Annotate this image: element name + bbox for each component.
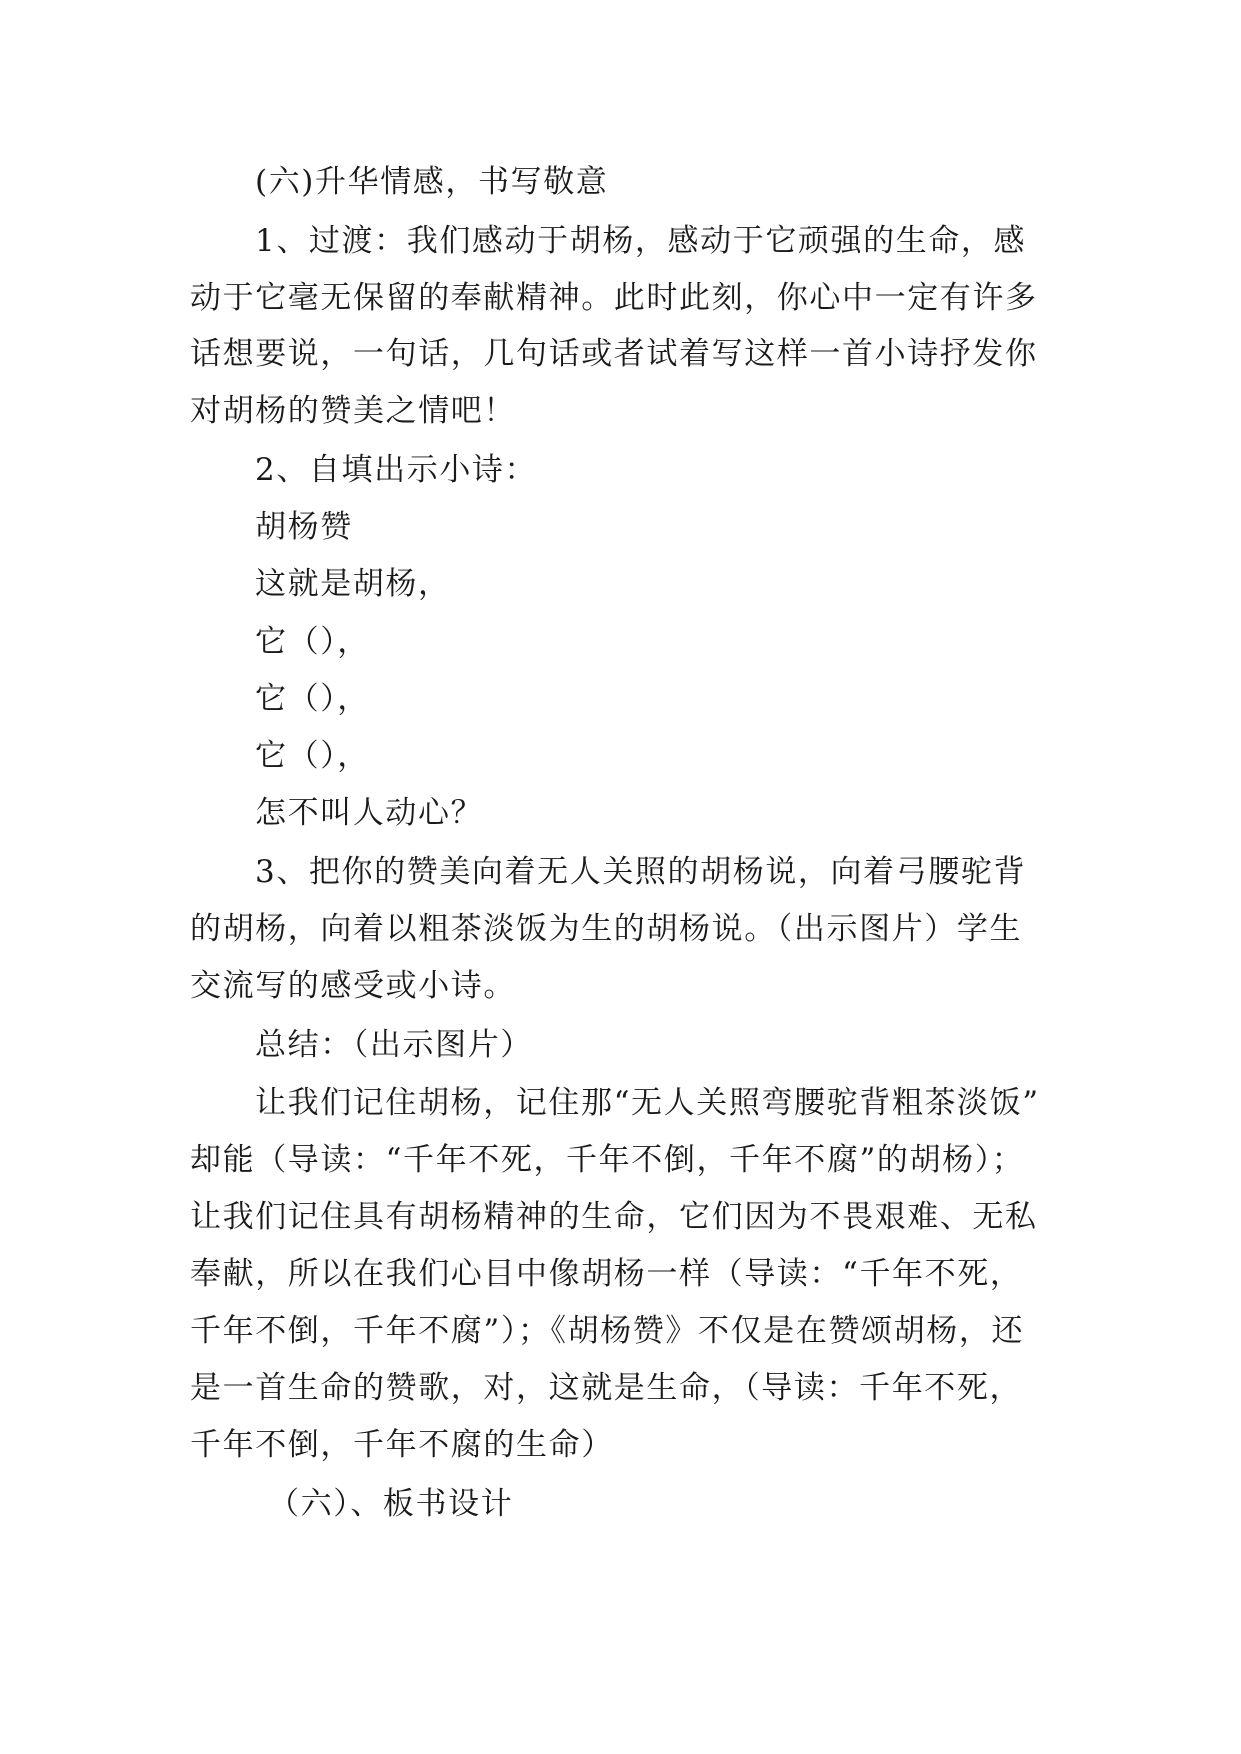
summary-line-5: 千年不倒，千年不腐”）；《胡杨赞》不仅是在赞颂胡杨，还 xyxy=(190,1313,1025,1349)
paragraph-2: 2、自填出示小诗： xyxy=(255,452,538,488)
board-design-heading: （六）、板书设计 xyxy=(268,1486,514,1522)
paragraph-1-line-2: 动于它毫无保留的奉献精神。此时此刻，你心中一定有许多 xyxy=(190,280,1038,316)
section-heading: (六)升华情感，书写敬意 xyxy=(255,164,609,200)
summary-line-2: 却能（导读：“千年不死，千年不倒，千年不腐”的胡杨）； xyxy=(190,1142,1025,1178)
paragraph-3-line-1: 3、把你的赞美向着无人关照的胡杨说，向着弓腰驼背 xyxy=(255,854,1027,890)
poem-line-1: 这就是胡杨， xyxy=(255,566,451,602)
poem-line-2: 它（）， xyxy=(255,624,370,660)
summary-line-4: 奉献，所以在我们心目中像胡杨一样（导读：“千年不死， xyxy=(190,1256,1023,1292)
paragraph-1-line-3: 话想要说，一句话，几句话或者试着写这样一首小诗抒发你 xyxy=(190,336,1038,372)
summary-label: 总结：（出示图片） xyxy=(255,1027,533,1063)
summary-line-7: 千年不倒，千年不腐的生命） xyxy=(190,1427,614,1463)
poem-line-4: 它（）， xyxy=(255,738,370,774)
poem-line-3: 它（）， xyxy=(255,681,370,717)
poem-title: 胡杨赞 xyxy=(255,509,353,545)
paragraph-3-line-3: 交流写的感受或小诗。 xyxy=(190,968,516,1004)
summary-line-6: 是一首生命的赞歌，对，这就是生命，（导读：千年不死， xyxy=(190,1370,1023,1406)
paragraph-1-line-1: 1、过渡：我们感动于胡杨，感动于它顽强的生命，感 xyxy=(255,223,1027,259)
summary-line-1: 让我们记住胡杨，记住那“无人关照弯腰驼背粗茶淡饭” xyxy=(255,1085,1040,1121)
poem-line-5: 怎不叫人动心？ xyxy=(255,795,484,831)
summary-line-3: 让我们记住具有胡杨精神的生命，它们因为不畏艰难、无私 xyxy=(190,1199,1038,1235)
paragraph-3-line-2: 的胡杨，向着以粗茶淡饭为生的胡杨说。（出示图片）学生 xyxy=(190,911,1023,947)
paragraph-1-line-4: 对胡杨的赞美之情吧！ xyxy=(190,393,516,429)
